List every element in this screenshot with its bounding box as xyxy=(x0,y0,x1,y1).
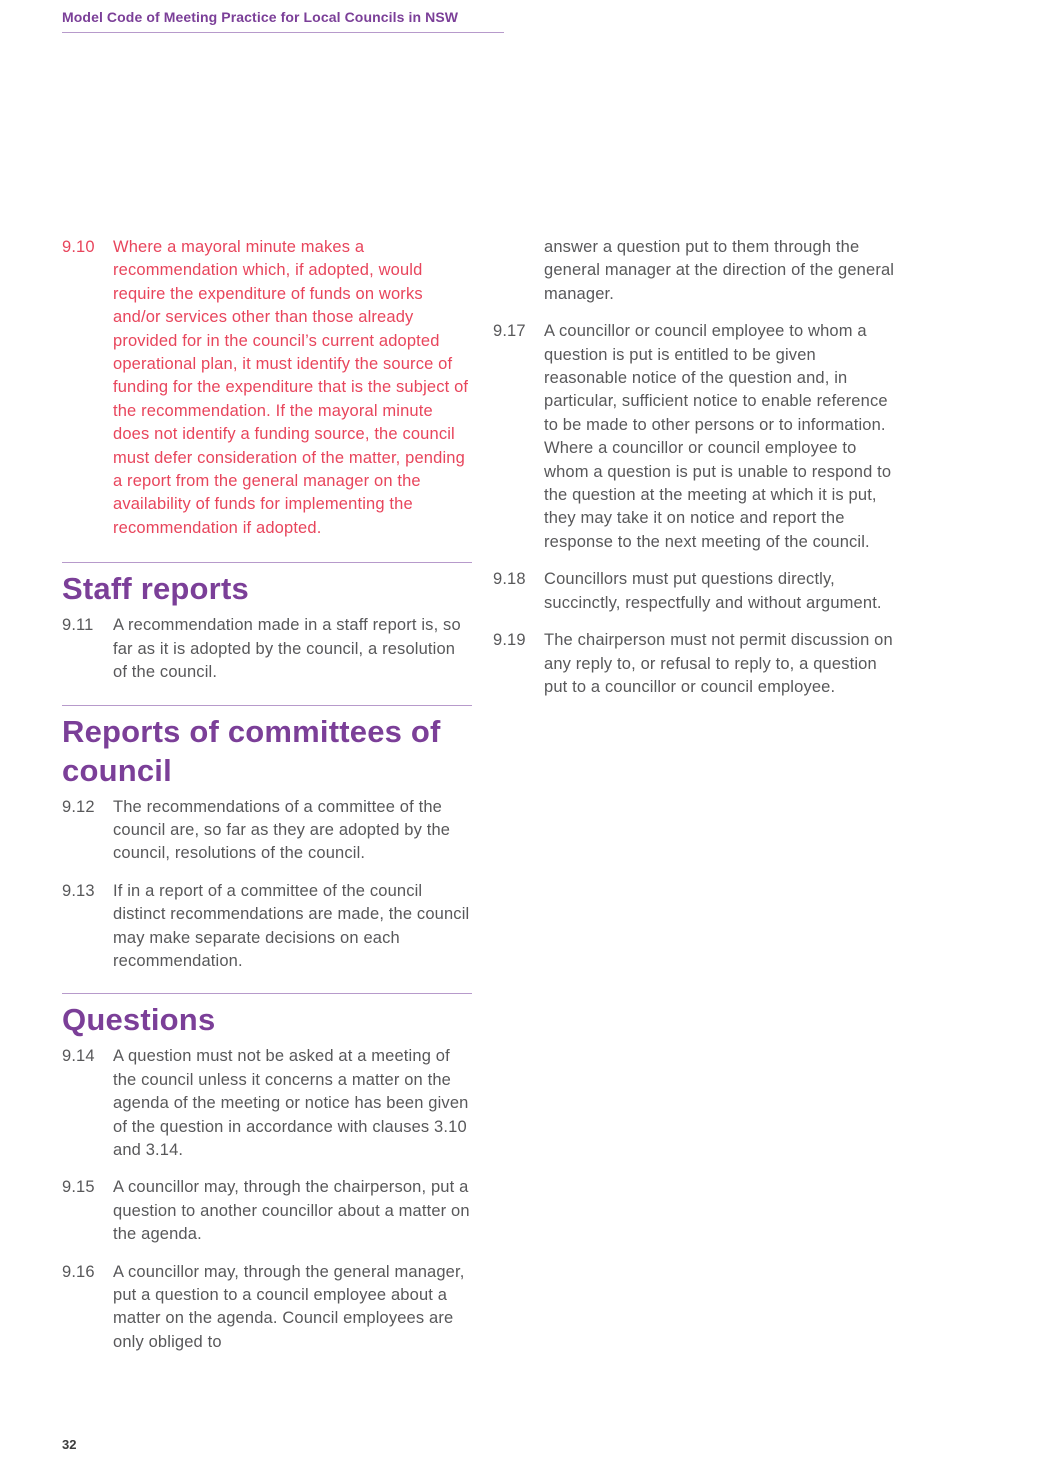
clause-text: Where a mayoral minute makes a recommendation which, if adopted, would require the expenditure of funds on works and/or services other than those already provided for in the council’s current adopted operational plan, it must identify the source of funding for the expenditure that is the subject of the recommendation. If the mayoral minute does not identify a funding source, the council must defer consideration of the matter, pending a report from the general manager on the availability of funds for implementing the recommendation if adopted. xyxy=(113,238,469,537)
clause-text: A councillor may, through the chairperson, put a question to another councillor about a matter on the agenda. xyxy=(113,1178,470,1244)
clause-number: 9.10 xyxy=(62,238,95,256)
section-reports-of-committees xyxy=(62,705,472,974)
clause-9-12 xyxy=(62,796,472,866)
section-heading: Staff reports xyxy=(62,571,249,607)
clause-text: A councillor may, through the general manager, put a question to a council employee about a matter on the agenda. Council employees are only obliged to xyxy=(113,1262,465,1351)
clause-number: 9.11 xyxy=(62,616,94,635)
left-column xyxy=(62,236,472,1368)
clause-9-10 xyxy=(62,236,472,540)
clause-text: A question must not be asked at a meeting of the council unless it concerns a matter on the agenda of the meeting or notice has been given of the question in accordance with clauses 3.10 and 3.14. xyxy=(113,1047,469,1159)
section-questions xyxy=(62,993,472,1354)
right-column xyxy=(493,236,903,713)
clause-9-11 xyxy=(62,614,472,684)
clause-text: A councillor or council employee to whom a question is put is entitled to be given reasonable notice of the question and, in particular, sufficient notice to enable reference to be made to other persons or to information. Where a councillor or council employee to whom a question is put is unable to respond to the question at the meeting at which it is put, they may take it on notice and report the response to the next meeting of the council. xyxy=(544,322,892,551)
clause-text: If in a report of a committee of the council distinct recommendations are made, the council may make separate decisions on each recommendation. xyxy=(113,881,470,970)
section-heading: Reports of committees of council xyxy=(62,713,441,788)
clause-text: The recommendations of a committee of the council are, so far as they are adopted by the council, resolutions of the council. xyxy=(113,797,451,863)
section-staff-reports xyxy=(62,562,472,684)
clause-9-16 xyxy=(62,1261,472,1355)
clause-9-17 xyxy=(493,320,903,554)
clause-9-15 xyxy=(62,1176,472,1246)
clause-number: 9.18 xyxy=(493,570,526,589)
clause-9-14 xyxy=(62,1045,472,1162)
clause-number: 9.15 xyxy=(62,1178,95,1197)
clause-text: A recommendation made in a staff report is, so far as it is adopted by the council, a resolution of the council. xyxy=(113,616,461,682)
clause-text: The chairperson must not permit discussion on any reply to, or refusal to reply to, a question put to a councillor or council employee. xyxy=(544,631,893,696)
clause-text: Councillors must put questions directly, succinctly, respectfully and without argument. xyxy=(544,570,882,612)
clause-9-13 xyxy=(62,880,472,974)
clause-9-18 xyxy=(493,568,903,615)
clause-number-blank xyxy=(493,236,544,306)
clause-text: answer a question put to them through the general manager at the direction of the general manager. xyxy=(544,238,895,303)
clause-number: 9.16 xyxy=(62,1262,95,1281)
clause-number: 9.12 xyxy=(62,797,95,816)
clause-number: 9.19 xyxy=(493,631,526,650)
clause-number: 9.13 xyxy=(62,881,95,900)
running-header: Model Code of Meeting Practice for Local Councils in NSW xyxy=(62,9,504,33)
section-heading: Questions xyxy=(62,1002,216,1038)
clause-9-16-continued xyxy=(493,236,903,306)
clause-number: 9.17 xyxy=(493,322,526,341)
clause-9-19 xyxy=(493,629,903,699)
clause-number: 9.14 xyxy=(62,1047,95,1066)
page-number: 32 xyxy=(62,1437,77,1452)
